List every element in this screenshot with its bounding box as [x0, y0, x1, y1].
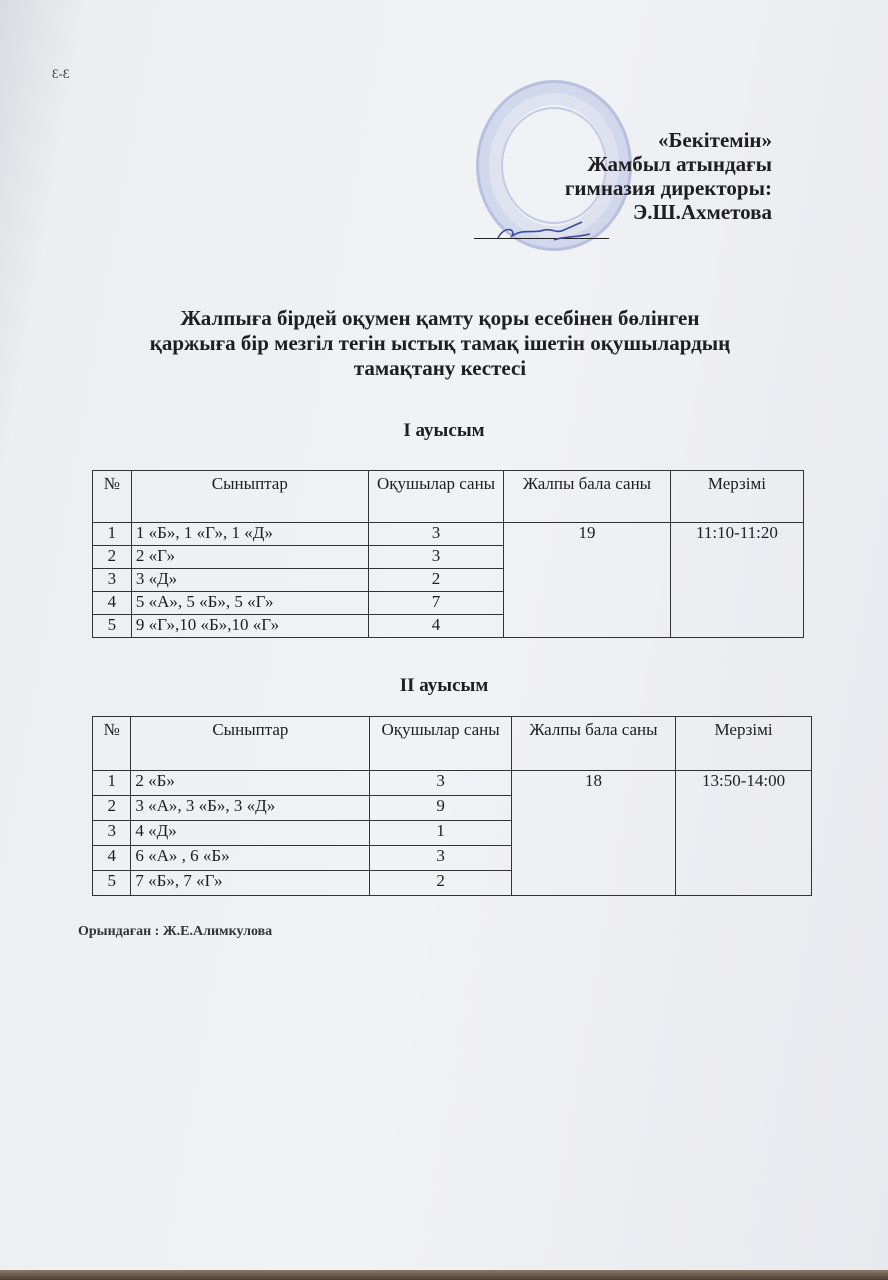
class-list: 9 «Г»,10 «Б»,10 «Г» [131, 615, 368, 638]
class-list: 6 «А» , 6 «Б» [131, 846, 370, 871]
title-line: тамақтану кестесі [353, 356, 527, 380]
shift1-table [92, 470, 804, 638]
column-header: Сыныптар [131, 717, 370, 771]
header-row [93, 717, 812, 771]
row-number: 4 [93, 592, 132, 615]
table-row [93, 523, 804, 546]
column-header: Мерзімі [670, 471, 803, 523]
class-list: 7 «Б», 7 «Г» [131, 871, 370, 896]
student-count: 3 [368, 546, 503, 569]
approval-line: гимназия директоры: [564, 176, 772, 200]
column-header: Жалпы бала саны [511, 717, 675, 771]
document-title [60, 306, 820, 381]
class-list: 2 «Г» [131, 546, 368, 569]
row-number: 5 [93, 615, 132, 638]
row-number: 1 [93, 523, 132, 546]
table-row [93, 771, 812, 796]
title-line: қаржыға бір мезгіл тегін ыстық тамақ ішетін оқушылардың [149, 331, 731, 355]
shift1-heading: I ауысым [403, 420, 485, 441]
approval-line: Жамбыл атындағы [587, 152, 772, 176]
class-list: 2 «Б» [131, 771, 370, 796]
shift2-heading: II ауысым [399, 675, 489, 696]
page-edge [0, 1270, 888, 1280]
column-header: № [93, 717, 131, 771]
row-number: 1 [93, 771, 131, 796]
class-list: 4 «Д» [131, 821, 370, 846]
class-list: 3 «Д» [131, 569, 368, 592]
approval-line: «Бекітемін» [657, 128, 772, 152]
student-count: 1 [370, 821, 512, 846]
row-number: 3 [93, 569, 132, 592]
student-count: 3 [370, 771, 512, 796]
class-list: 5 «А», 5 «Б», 5 «Г» [131, 592, 368, 615]
page-mark: 3-3 [52, 66, 70, 81]
meal-time: 13:50-14:00 [676, 771, 812, 896]
class-list: 1 «Б», 1 «Г», 1 «Д» [131, 523, 368, 546]
student-count: 7 [368, 592, 503, 615]
student-count: 9 [370, 796, 512, 821]
class-list: 3 «А», 3 «Б», 3 «Д» [131, 796, 370, 821]
header-row [93, 471, 804, 523]
shift2-table [92, 716, 812, 896]
student-count: 4 [368, 615, 503, 638]
signature [494, 218, 594, 244]
column-header: Сыныптар [131, 471, 368, 523]
row-number: 4 [93, 846, 131, 871]
student-count: 3 [370, 846, 512, 871]
column-header: Жалпы бала саны [504, 471, 671, 523]
approval-block [565, 128, 772, 224]
column-header: Оқушылар саны [368, 471, 503, 523]
total-count: 18 [511, 771, 675, 896]
column-header: № [93, 471, 132, 523]
prepared-by: Орындаған : Ж.Е.Алимкулова [78, 924, 273, 939]
row-number: 2 [93, 796, 131, 821]
row-number: 2 [93, 546, 132, 569]
row-number: 3 [93, 821, 131, 846]
title-line: Жалпыға бірдей оқумен қамту қоры есебінен бөлінген [180, 306, 700, 330]
row-number: 5 [93, 871, 131, 896]
student-count: 2 [370, 871, 512, 896]
director-name: Э.Ш.Ахметова [633, 200, 772, 224]
column-header: Мерзімі [676, 717, 812, 771]
total-count: 19 [504, 523, 671, 638]
student-count: 3 [368, 523, 503, 546]
meal-time: 11:10-11:20 [670, 523, 803, 638]
column-header: Оқушылар саны [370, 717, 512, 771]
student-count: 2 [368, 569, 503, 592]
